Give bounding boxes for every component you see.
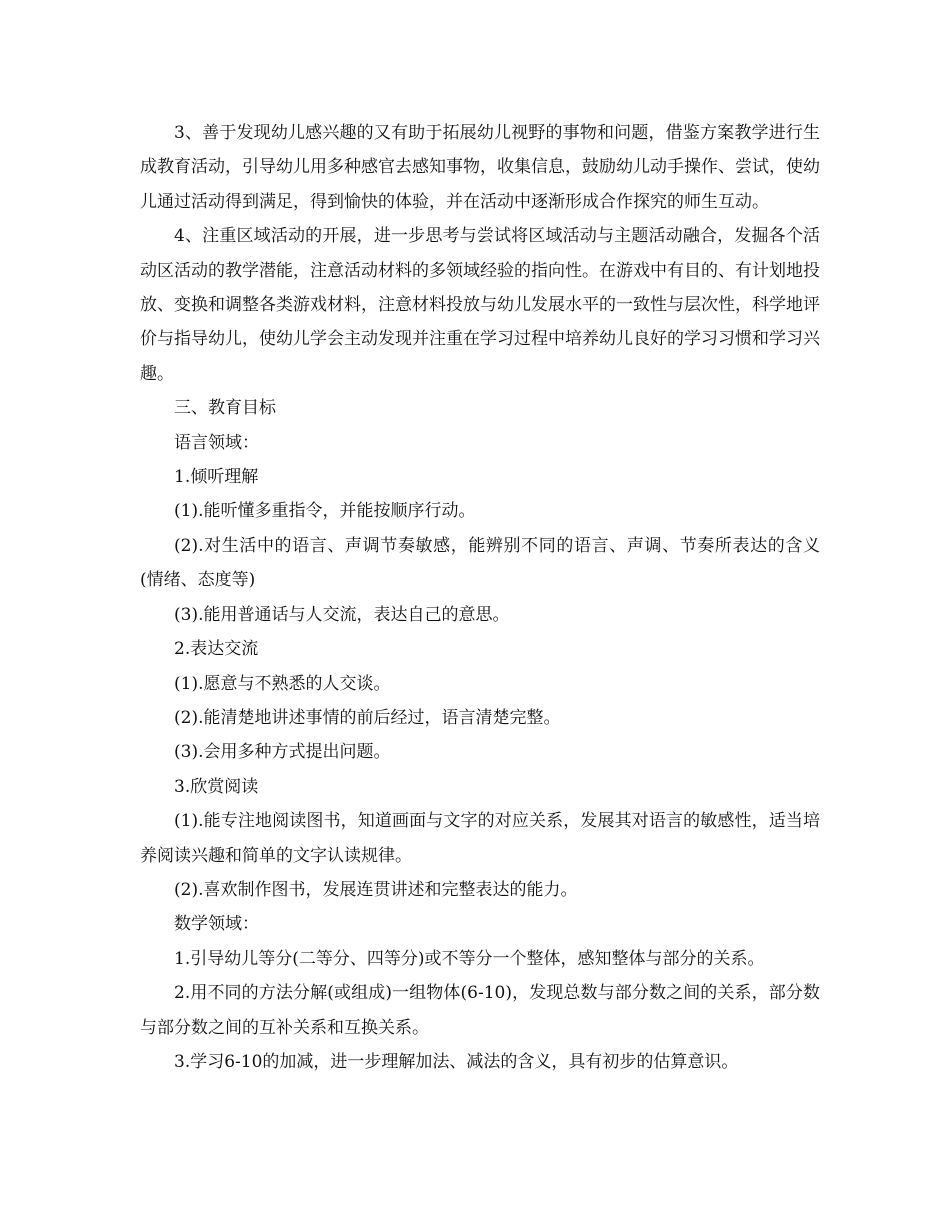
paragraph-point-4: 4、注重区域活动的开展，进一步思考与尝试将区域活动与主题活动融合，发掘各个活动区活动的教学潜能，注意活动材料的多领域经验的指向性。在游戏中有目的、有计划地投放、变换和调整各类游戏材料，注意材料投放与幼儿发展水平的一致性与层次性，科学地评价与指导幼儿，使幼儿学会主动发现并注重在学习过程中培养幼儿良好的学习习惯和学习兴趣。 [140,226,820,384]
item-appreciation-reading: 3.欣赏阅读 [174,776,259,797]
list-item: (1).能专注地阅读图书，知道画面与文字的对应关系，发展其对语言的敏感性，适当培养阅读兴趣和简单的文字认读规律。 [140,811,820,866]
item-listening-comprehension: 1.倾听理解 [174,467,259,488]
list-item: 1.引导幼儿等分(二等分、四等分)或不等分一个整体，感知整体与部分的关系。 [174,948,765,969]
list-item: (3).会用多种方式提出问题。 [174,742,391,763]
paragraph-point-3: 3、善于发现幼儿感兴趣的又有助于拓展幼儿视野的事物和问题，借鉴方案教学进行生成教育活动，引导幼儿用多种感官去感知事物，收集信息，鼓励幼儿动手操作、尝试，使幼儿通过活动得到满足，得到愉快的体验，并在活动中逐渐形成合作探究的师生互动。 [140,123,820,212]
subheading-math-domain: 数学领域： [174,914,259,935]
list-item: (1).能听懂多重指令，并能按顺序行动。 [174,501,476,522]
list-item: (2).喜欢制作图书，发展连贯讲述和完整表达的能力。 [174,879,578,900]
list-item: (2).对生活中的语言、声调节奏敏感，能辨别不同的语言、声调、节奏所表达的含义(情绪、态度等) [140,535,820,591]
list-item: (3).能用普通话与人交流，表达自己的意思。 [174,604,510,625]
list-item: 3.学习6-10的加减，进一步理解加法、减法的含义，具有初步的估算意识。 [174,1051,739,1072]
list-item: (2).能清楚地讲述事情的前后经过，语言清楚完整。 [174,707,561,728]
section-heading-education-goals: 三、教育目标 [174,398,276,419]
document-body [140,116,820,1079]
subheading-language-domain: 语言领域： [174,432,259,453]
list-item: (1).愿意与不熟悉的人交谈。 [174,673,391,694]
item-expression-communication: 2.表达交流 [174,639,259,660]
list-item: 2.用不同的方法分解(或组成)一组物体(6-10)，发现总数与部分数之间的关系，部分数与部分数之间的互补关系和互换关系。 [140,983,820,1038]
